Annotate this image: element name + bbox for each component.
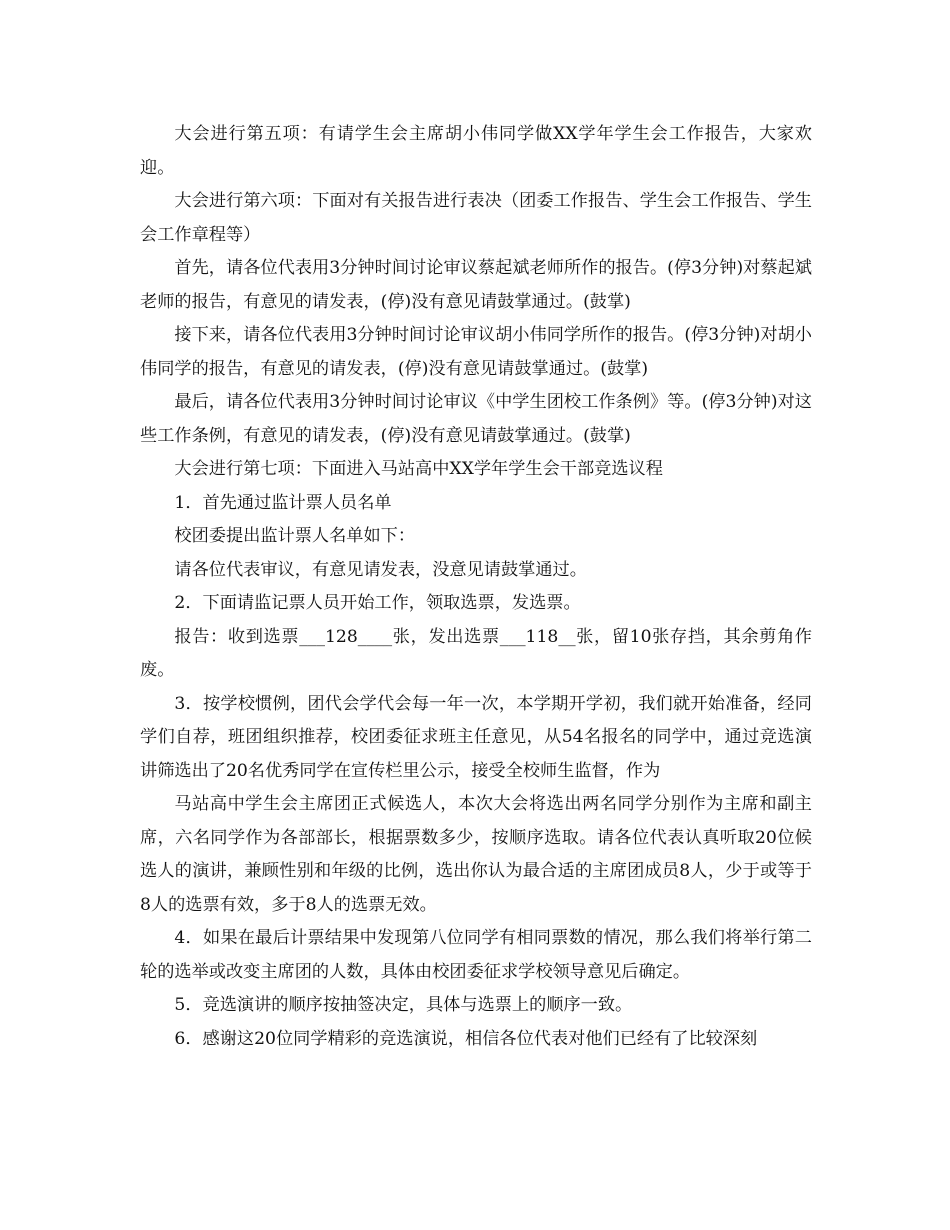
paragraph-item-5: 大会进行第五项：有请学生会主席胡小伟同学做XX学年学生会工作报告，大家欢迎。 (140, 124, 812, 178)
paragraph-second-report-review: 接下来，请各位代表用3分钟时间讨论审议胡小伟同学所作的报告。(停3分钟)对胡小伟同学的报告，有意见的请发表，(停)没有意见请鼓掌通过。(鼓掌) (140, 325, 812, 379)
paragraph-item-6: 大会进行第六项：下面对有关报告进行表决（团委工作报告、学生会工作报告、学生会工作章程等） (140, 191, 812, 245)
paragraph-approval-request: 请各位代表审议，有意见请发表，没意见请鼓掌通过。 (174, 559, 587, 580)
paragraph-ballot-report: 报告：收到选票___128____张，发出选票___118__张，留10张存挡，其余剪角作废。 (140, 626, 812, 680)
document-body (140, 118, 812, 1056)
paragraph-step-1: 1．首先通过监计票人员名单 (174, 492, 392, 513)
paragraph-step-3: 3．按学校惯例，团代会学代会每一年一次，本学期开学初，我们就开始准备，经同学们自荐，班团组织推荐，校团委征求班主任意见，从54名报名的同学中，通过竞选演讲筛选出了20名优秀同学在宣传栏里公示，接受全校师生监督，作为 (140, 693, 812, 781)
paragraph-step-5: 5．竞选演讲的顺序按抽签决定，具体与选票上的顺序一致。 (174, 995, 633, 1015)
paragraph-scrutineer-list: 校团委提出监计票人名单如下： (174, 526, 416, 546)
paragraph-step-6: 6．感谢这20位同学精彩的竞选演说，相信各位代表对他们已经有了比较深刻 (174, 1028, 758, 1049)
paragraph-step-2: 2．下面请监记票人员开始工作，领取选票，发选票。 (174, 593, 581, 613)
paragraph-regulations-review: 最后，请各位代表用3分钟时间讨论审议《中学生团校工作条例》等。(停3分钟)对这些工作条例，有意见的请发表，(停)没有意见请鼓掌通过。(鼓掌) (140, 392, 812, 446)
paragraph-step-3-continued: 马站高中学生会主席团正式候选人，本次大会将选出两名同学分别作为主席和副主席，六名同学作为各部部长，根据票数多少，按顺序选取。请各位代表认真听取20位候选人的演讲，兼顾性别和年级的比例，选出你认为最合适的主席团成员8人，少于或等于8人的选票有效，多于8人的选票无效。 (140, 794, 812, 915)
paragraph-first-report-review: 首先，请各位代表用3分钟时间讨论审议蔡起斌老师所作的报告。(停3分钟)对蔡起斌老师的报告，有意见的请发表，(停)没有意见请鼓掌通过。(鼓掌) (140, 258, 812, 312)
paragraph-item-7: 大会进行第七项：下面进入马站高中XX学年学生会干部竞选议程 (174, 459, 663, 479)
paragraph-step-4: 4．如果在最后计票结果中发现第八位同学有相同票数的情况，那么我们将举行第二轮的选举或改变主席团的人数，具体由校团委征求学校领导意见后确定。 (140, 928, 812, 982)
